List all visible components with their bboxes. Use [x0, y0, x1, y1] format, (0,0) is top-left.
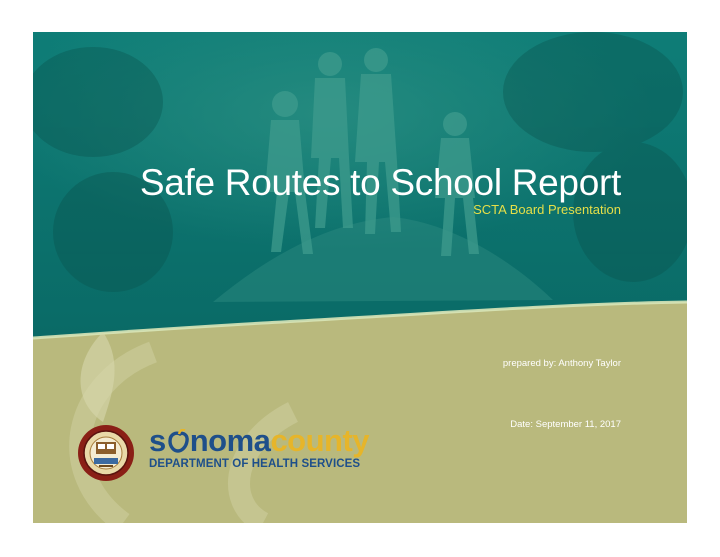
slide-title: Safe Routes to School Report — [139, 162, 621, 203]
logo-word-county: county — [270, 423, 370, 458]
date-text: Date: September 11, 2017 — [510, 419, 621, 430]
slide-subtitle: SCTA Board Presentation — [473, 202, 621, 217]
logo-apple-icon — [166, 427, 190, 449]
logo-department-text: DEPARTMENT OF HEALTH SERVICES — [149, 458, 361, 470]
sonoma-county-logo — [149, 425, 369, 456]
logo-word-s: s — [149, 423, 166, 458]
county-seal-icon — [77, 424, 135, 482]
prepared-by-text: prepared by: Anthony Taylor — [502, 358, 621, 369]
logo-word-noma: noma — [189, 423, 271, 458]
title-slide — [33, 32, 687, 523]
